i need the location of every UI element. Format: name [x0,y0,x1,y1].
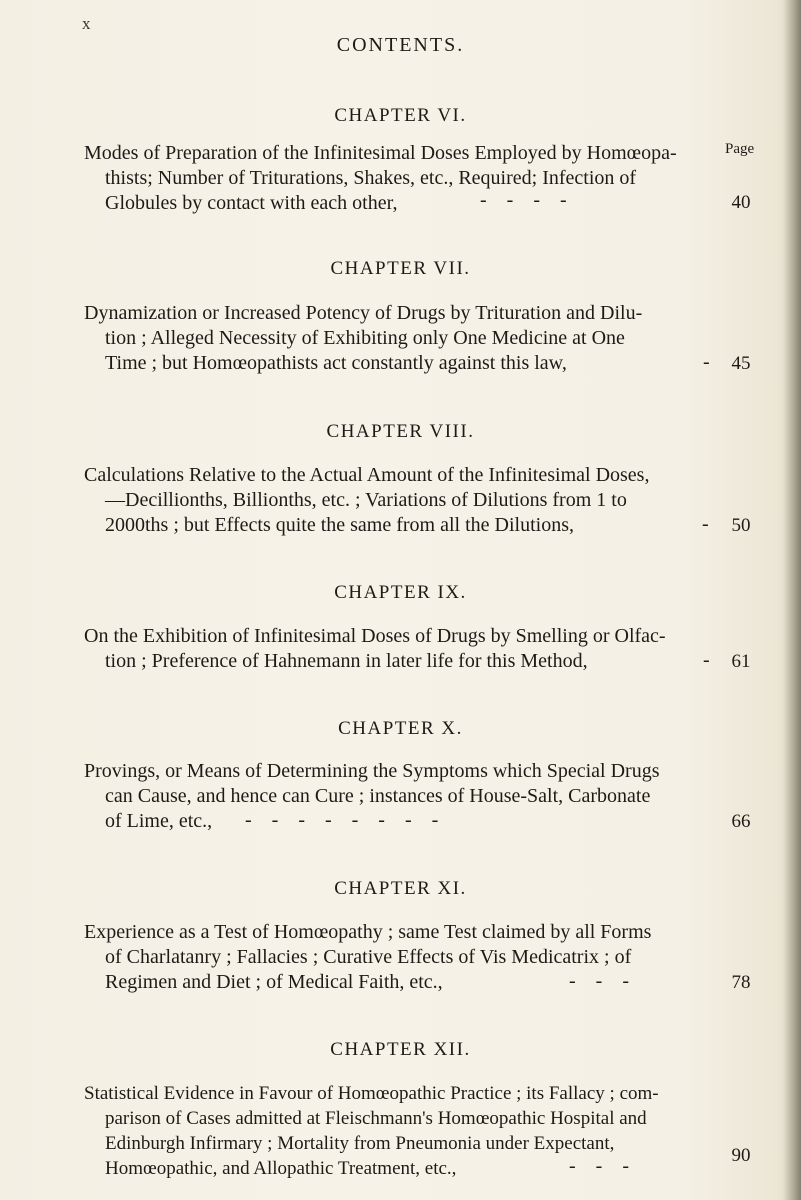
entry-line: Provings, or Means of Determining the Symptoms which Special Drugs [84,760,660,782]
entry-line: Experience as a Test of Homœopathy ; same Test claimed by all Forms [84,921,652,943]
entry-line: Calculations Relative to the Actual Amount of the Infinitesimal Doses, [84,464,650,486]
chapter-heading: CHAPTER X. [338,718,463,739]
chapter-heading: CHAPTER XII. [330,1039,471,1060]
toc-entry [84,1081,734,1181]
dot-leader: - - - [569,1155,629,1177]
chapter-heading: CHAPTER IX. [334,582,467,603]
entry-line: Homœopathic, and Allopathic Treatment, etc., [105,1158,457,1179]
dot-leader: - [703,351,710,373]
entry-line: parison of Cases admitted at Fleischmann's Homœopathic Hospital and [105,1108,647,1129]
entry-line: Statistical Evidence in Favour of Homœopathic Practice ; its Fallacy ; com- [84,1083,659,1104]
entry-line: —Decillionths, Billionths, etc. ; Variations of Dilutions from 1 to [105,489,627,511]
page-folio: x [82,14,91,33]
page-number: 66 [731,811,751,832]
entry-line: of Charlatanry ; Fallacies ; Curative Effects of Vis Medicatrix ; of [105,946,632,968]
dot-leader: - [702,513,709,535]
dot-leader: - - - - [480,189,567,211]
entry-line: of Lime, etc., [105,810,213,832]
dot-leader: - - - - - - - - [245,809,439,831]
entry-line: Modes of Preparation of the Infinitesimal Doses Employed by Homœopa- [84,142,677,164]
toc-entry [84,624,734,674]
dot-leader: - [703,649,710,671]
entry-line: tion ; Alleged Necessity of Exhibiting only One Medicine at One [105,327,625,349]
entry-line: 2000ths ; but Effects quite the same from all the Dilutions, [105,514,574,536]
page-number: 78 [731,972,751,993]
entry-line: On the Exhibition of Infinitesimal Doses of Drugs by Smelling or Olfac- [84,625,666,647]
entry-line: can Cause, and hence can Cure ; instances of House-Salt, Carbonate [105,785,651,807]
chapter-heading: CHAPTER VIII. [326,421,475,442]
entry-line: Edinburgh Infirmary ; Mortality from Pneumonia under Expectant, [105,1133,615,1154]
chapter-heading: CHAPTER VII. [330,258,471,279]
page-number: 40 [731,192,751,213]
toc-entry [84,920,734,995]
running-head: CONTENTS. [336,34,465,56]
entry-line: Globules by contact with each other, [105,192,398,214]
entry-line: thists; Number of Triturations, Shakes, etc., Required; Infection of [105,167,637,189]
page-number: 61 [731,651,751,672]
entry-line: Time ; but Homœopathists act constantly against this law, [105,352,567,374]
entry-line: tion ; Preference of Hahnemann in later life for this Method, [105,650,588,672]
page-column-label: Page [725,141,755,157]
dot-leader: - - - [569,970,629,992]
page-number: 50 [731,515,751,536]
entry-line: Dynamization or Increased Potency of Drugs by Trituration and Dilu- [84,302,643,324]
chapter-heading: CHAPTER VI. [334,105,467,126]
chapter-heading: CHAPTER XI. [334,878,467,899]
toc-entry [84,463,734,538]
page-number: 90 [731,1145,751,1166]
toc-entry [84,141,734,216]
page-number: 45 [731,353,751,374]
toc-entry [84,301,734,376]
entry-line: Regimen and Diet ; of Medical Faith, etc., [105,971,443,993]
